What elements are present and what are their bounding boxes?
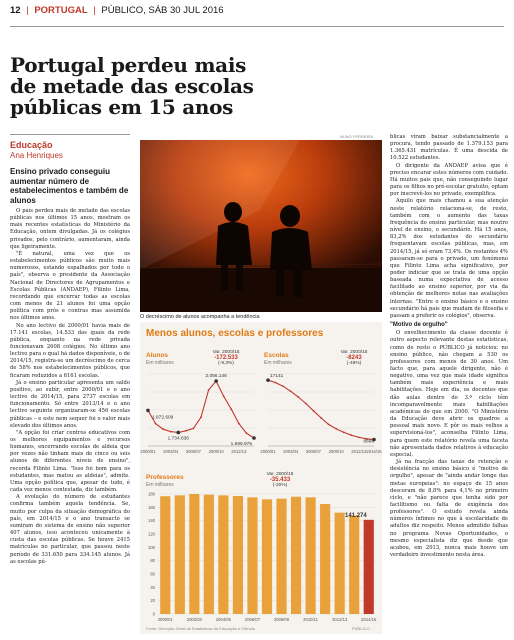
paragraph: Aquilo que mais chamou a sua atenção neste relatório relaciona-se, de resto, também com o aumento das taxas frequência do ensino particular, mas noutro nível de ensino, o secundário. Há 15 anos, 83,2% dos estudantes do secundário frequentavam escolas públicas, mas, em 2014/15, já só eram 73,4%. Os restantes 4% passaram-se para o privado, um fenómeno que Filinto Lima acha significativo, por poder indiciar que se trata de uma opção baseada numa expectativa de acesso facilitado ao ensino superior, por via da obtenção de melhores notas nas avaliações internas. "Entre o ensino básico e o ensino secundário há pais que mudam de filosofia e passam a preferir os colégios", observa. bbox=[390, 198, 508, 319]
data-point bbox=[275, 382, 277, 384]
data-point bbox=[162, 428, 164, 430]
lead: Ensino privado conseguiu aumentar número de estabelecimentos e também de alunos bbox=[10, 167, 129, 205]
professores-var-pct: (-20%) bbox=[272, 483, 288, 489]
escolas-chart bbox=[260, 368, 382, 463]
data-point bbox=[343, 431, 345, 433]
y-tick-label: 120 bbox=[148, 531, 155, 537]
data-point bbox=[230, 408, 232, 410]
y-tick-label: 100 bbox=[148, 544, 155, 550]
y-tick-label: 140 bbox=[148, 518, 155, 524]
bar-value-label: 141.274 bbox=[345, 512, 367, 519]
photo-credit: NUNO FERREIRA bbox=[340, 134, 374, 139]
x-tick-label: 2000/01 bbox=[140, 449, 156, 454]
bar-2001/02 bbox=[175, 495, 185, 614]
y-tick-label: 160 bbox=[148, 504, 155, 510]
alunos-title: Alunos bbox=[146, 352, 169, 359]
x-tick-label: 2014/15 bbox=[361, 617, 377, 622]
x-tick-label: 2003/04 bbox=[163, 449, 179, 454]
paragraph: "É natural, uma vez que os estabelecimentos públicos são muito mais numerosos, estando espalhados por todo o país", observa o presidente da Associação Nacional de Directores de Agrupamentos e Escolas Públicas (ANDAEP), Filinto Lima, recordando que encerrar todas as escolas com menos de 21 alunos foi uma opção política com prós e contras mas assumida nos últimos anos. bbox=[10, 250, 130, 322]
y-tick-label: 0 bbox=[152, 611, 155, 617]
bar-2008/09 bbox=[276, 499, 286, 614]
x-tick-label: 2012/13 bbox=[332, 617, 348, 622]
bar-2006/07 bbox=[247, 497, 257, 614]
photo-illustration bbox=[140, 140, 382, 312]
data-point bbox=[155, 423, 157, 425]
highlight-point bbox=[252, 436, 256, 440]
data-label: 1.699.976 bbox=[230, 442, 252, 448]
data-point bbox=[223, 396, 225, 398]
highlight-point bbox=[176, 431, 180, 435]
section-name: PORTUGAL bbox=[34, 5, 88, 16]
alunos-var-value: -172.533 bbox=[214, 354, 238, 361]
x-tick-label: 2012/13 bbox=[231, 449, 247, 454]
escolas-var-pct: (-48%) bbox=[346, 361, 362, 367]
escolas-unit: Em milhares bbox=[264, 360, 292, 366]
bar-2002/03 bbox=[189, 494, 199, 614]
data-point bbox=[246, 432, 248, 434]
x-tick-label: 2012/13 bbox=[351, 449, 367, 454]
data-point bbox=[238, 423, 240, 425]
paragraph: "A opção foi criar centros educativos com os melhores equipamentos e recursos humanos, encerrando escolas de aldeia que por vezes não tinham mais de cinco ou seis alunos de diferentes níveis de ensino", recorda Filinto Lima. "Isso foi bom para os estudantes, mas matou as aldeias", admite. Uma opção política que, apesar de tudo, é cada vez menos contestada, diz também. bbox=[10, 429, 130, 494]
x-tick-label: 2006/07 bbox=[305, 449, 321, 454]
headline-rule bbox=[10, 134, 130, 135]
bar-2005/06 bbox=[233, 496, 243, 614]
subheading: "Motivo de orgulho" bbox=[390, 322, 448, 329]
chart-source: Fonte: Direcção-Geral de Estatísticas da Educação e Ciência bbox=[146, 626, 255, 631]
alunos-unit: Em milhares bbox=[146, 360, 174, 366]
professores-title: Professores bbox=[146, 474, 184, 481]
bar-2009/10 bbox=[291, 497, 301, 614]
bar-2000/01 bbox=[160, 496, 170, 614]
data-point bbox=[297, 396, 299, 398]
news-photo bbox=[140, 140, 382, 312]
alunos-variation bbox=[206, 350, 246, 367]
x-tick-label: 2009/10 bbox=[208, 449, 224, 454]
header-rule bbox=[10, 26, 504, 27]
data-label: 1.734.636 bbox=[167, 436, 189, 442]
professores-variation bbox=[258, 472, 302, 489]
y-tick-label: 180 bbox=[148, 491, 155, 497]
headline: Portugal perdeu mais de metade das escolas públicas em 15 anos bbox=[10, 53, 254, 119]
body-column-1 bbox=[10, 208, 130, 636]
chart-credit: PÚBLICO bbox=[352, 626, 370, 631]
x-tick-label: 2002/03 bbox=[186, 617, 202, 622]
paragraph: blicas viram baixar substancialmente a procura, tendo passado de 1.379.153 para 1.365.431 matrículas. É uma descida de 10.522 estudantes. bbox=[390, 134, 508, 162]
bar-2014/15 bbox=[364, 520, 374, 614]
professores-var-label: Var. 2000/15 bbox=[266, 472, 294, 477]
author: Ana Henriques bbox=[10, 151, 63, 160]
escolas-variation bbox=[334, 350, 374, 367]
bar-2012/13 bbox=[335, 513, 345, 614]
data-point bbox=[282, 385, 284, 387]
x-tick-label: 2006/07 bbox=[185, 449, 201, 454]
paragraph: Já na fracção das taxas de retenção e desistência no ensino básico é "motivo de orgulho", apesar de "ainda andar longe das metas europeias": no espaço de 15 anos desceram de 8,8% para 4,1% no primeiro ciclo, e "não parece que tenha sido por facilitismo ou falta de exigência dos professores". O estudo revela ainda números ínfimos no que à escolaridade de adultos diz respeito. Menos admitido falhas no programa Novas Oportunidades, o mesmo especialista diz que desde que acabou, em 2013, nunca mais houve um verdadeiro investimento nesta área. bbox=[390, 459, 508, 559]
chart-title: Menos alunos, escolas e professores bbox=[146, 328, 324, 339]
bar-2013/14 bbox=[349, 515, 359, 614]
x-tick-label: 2014/15 bbox=[366, 449, 382, 454]
x-tick-label: 2010/11 bbox=[303, 617, 319, 622]
x-tick-label: 2003/04 bbox=[283, 449, 299, 454]
photo-caption: O decréscimo de alunos acompanha a tendência bbox=[140, 314, 260, 320]
data-point bbox=[290, 390, 292, 392]
data-point bbox=[335, 428, 337, 430]
data-label: 1.872.609 bbox=[152, 415, 174, 421]
y-tick-label: 60 bbox=[150, 571, 155, 577]
highlight-point bbox=[146, 409, 150, 413]
y-tick-label: 40 bbox=[150, 584, 155, 590]
body-column-3 bbox=[390, 134, 508, 636]
bar-2011/12 bbox=[320, 504, 330, 614]
alunos-var-pct: (-9,3%) bbox=[218, 361, 234, 367]
professores-var-value: -35.433 bbox=[269, 476, 291, 483]
data-label: 17141 bbox=[270, 374, 284, 380]
professores-chart bbox=[140, 490, 382, 624]
x-tick-label: 2004/05 bbox=[215, 617, 231, 622]
escolas-var-label: Var. 2000/15 bbox=[340, 350, 368, 355]
data-label: 8898 bbox=[363, 439, 374, 445]
data-point bbox=[358, 436, 360, 438]
x-tick-label: 2000/01 bbox=[260, 449, 276, 454]
highlight-point bbox=[214, 379, 218, 383]
data-point bbox=[208, 389, 210, 391]
data-point bbox=[350, 434, 352, 436]
bar-2010/11 bbox=[306, 497, 316, 614]
data-point bbox=[320, 417, 322, 419]
alunos-var-label: Var. 2000/15 bbox=[212, 350, 240, 355]
x-tick-label: 2006/07 bbox=[244, 617, 261, 622]
header-separator: | bbox=[26, 5, 29, 16]
data-point bbox=[193, 428, 195, 430]
paragraph: No ano lectivo de 2000/01 havia mais de 17.141 escolas, 14.533 das quais da rede pública, enquanto na rede privada funcionavam 2608 colégios. No último ano lectivo para o qual há dados disponíveis, o de 2014/15, registra-se um decréscimo de cerca de 58% nos estabelecimentos públicos, que ficaram reduzidos a 6161 escolas. bbox=[10, 322, 130, 379]
data-point bbox=[313, 410, 315, 412]
bar-2004/05 bbox=[218, 495, 228, 614]
bar-2007/08 bbox=[262, 499, 272, 614]
data-point bbox=[185, 430, 187, 432]
paragraph: O país perdeu mais de metade das escolas públicas nos últimos 15 anos, mostram os mais recentes estatísticas do Ministério da Educação, ontem divulgadas. Já os colégios privados, pelo contrário, aumentaram, ainda que ligeiramente. bbox=[10, 208, 130, 250]
data-point bbox=[200, 416, 202, 418]
escolas-title: Escolas bbox=[264, 352, 289, 359]
data-point bbox=[328, 424, 330, 426]
data-point bbox=[170, 431, 172, 433]
page-header bbox=[10, 5, 504, 25]
x-tick-label: 2008/09 bbox=[273, 617, 290, 622]
y-tick-label: 80 bbox=[150, 558, 155, 564]
y-tick-label: 20 bbox=[150, 598, 155, 604]
page-number: 12 bbox=[10, 5, 21, 16]
x-tick-label: 2009/10 bbox=[328, 449, 344, 454]
data-label: 2.056.146 bbox=[205, 374, 227, 380]
infographic bbox=[140, 322, 382, 634]
data-point bbox=[305, 403, 307, 405]
kicker: Educação bbox=[10, 140, 53, 150]
escolas-var-value: -8243 bbox=[346, 354, 362, 361]
header-separator: | bbox=[93, 5, 96, 16]
paragraph: O envelhecimento da classe docente é outro aspecto relevante destas estatísticas, como de resto o PÚBLICO já noticiou: no ensino público, não chegam a 530 os professores com menos de 30 anos. Um facto que, para aquele dirigente, não é negativo, uma vez que mais idade significa também mais experiência e mais habilitações. Hoje em dia, os docentes que dão aulas dentro do 3.º ciclo têm incomparavelmente mais habilitações académicas do que em 2000. "O Ministério da Educação deve abrir os quadros a pessoal mais novo. E pôr os mais velhos a supervisioná-los", aconselha Filinto Lima, para quem este relatório revela uma faceta não apresentada dados relativos à educação especial. bbox=[390, 330, 508, 458]
bar-2003/04 bbox=[204, 495, 214, 614]
x-tick-label: 2000/01 bbox=[157, 617, 173, 622]
paragraph: Já o ensino particular apresenta um saldo positivo, ao subir, entre 2000/01 e o ano lectivo de 2014/15, para 2737 escolas em funcionamento. Só entre 2013/14 e o ano lectivo seguinte organizaram-se 456 escolas públicas – e este nem sequer foi o valor mais elevado dos últimos anos. bbox=[10, 379, 130, 429]
paragraph: O dirigente da ANDAEP avisa que é preciso encarar estes números com cuidado. Há muitos pais que, não conseguindo lugar para os filhos no pré-escolar gratuito, optam por inscrevê-los no privado, exemplifica. bbox=[390, 162, 508, 198]
professores-unit: Em milhares bbox=[146, 482, 174, 488]
paragraph: A evolução do número de estudantes confirma também aquela tendência. Se, muito por culpa da situação demográfica do país, em 2014/15 e o ano transacto se sumiram do sistema de ensino não superior 407 alunos, isso aconteceu unicamente à custa das escolas públicas. Se houve 2415 matrículas no particular, que passou neste período de 331.650 para 334.145 alunos. Já as escolas pú- bbox=[10, 494, 130, 565]
paper-dateline: PÚBLICO, SÁB 30 JUL 2016 bbox=[101, 5, 224, 16]
alunos-chart bbox=[140, 368, 262, 463]
